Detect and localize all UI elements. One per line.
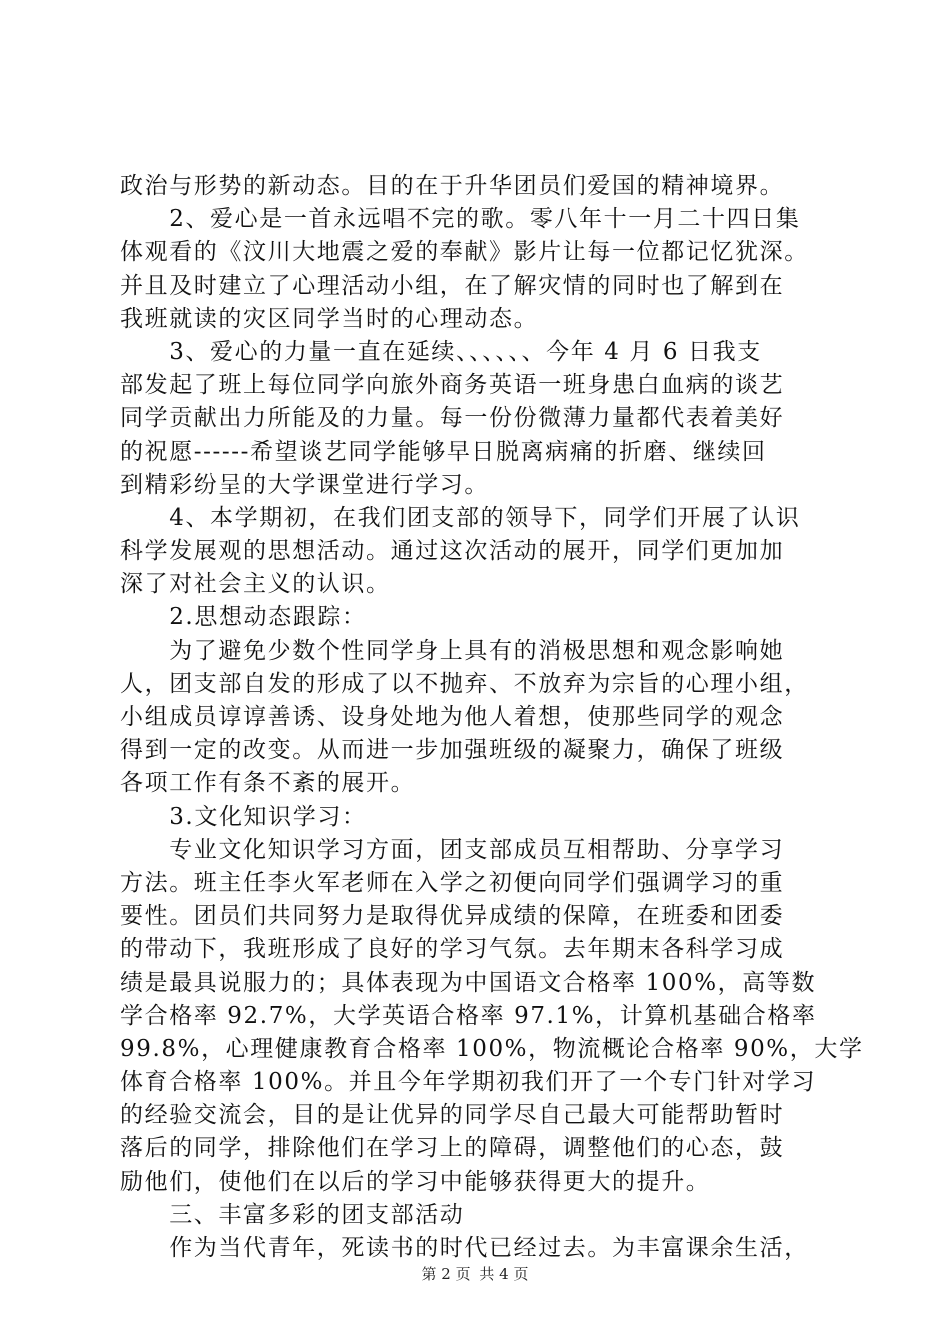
text-line: 人，团支部自发的形成了以不抛弃、不放弃为宗旨的心理小组， (120, 670, 809, 697)
text-line: 深了对社会主义的认识。 (120, 571, 391, 598)
text-line: 并且及时建立了心理活动小组，在了解灾情的同时也了解到在 (120, 272, 785, 299)
text-line: 的经验交流会，目的是让优异的同学尽自己最大可能帮助暂时 (120, 1102, 785, 1129)
text-line: 方法。班主任李火军老师在入学之初便向同学们强调学习的重 (120, 869, 785, 896)
text-line: 同学贡献出力所能及的力量。每一份份微薄力量都代表着美好 (120, 405, 785, 432)
text-line: 励他们，使他们在以后的学习中能够获得更大的提升。 (120, 1168, 711, 1195)
text-line: 部发起了班上每位同学向旅外商务英语一班身患白血病的谈艺 (120, 372, 785, 399)
text-line: 3、爱心的力量一直在延续、、、、、、今年 4 月 6 日我支 (120, 338, 762, 365)
text-line: 我班就读的灾区同学当时的心理动态。 (120, 305, 539, 332)
page-total: 共 4 页 (479, 1265, 529, 1283)
text-line: 的祝愿------希望谈艺同学能够早日脱离病痛的折磨、继续回 (120, 438, 767, 465)
page-number: 第 2 页 (421, 1265, 471, 1283)
text-line: 体观看的《汶川大地震之爱的奉献》影片让每一位都记忆犹深。 (120, 239, 809, 266)
text-line: 作为当代青年，死读书的时代已经过去。为丰富课余生活， (120, 1235, 809, 1261)
document-body (120, 170, 864, 1265)
text-line: 4、本学期初，在我们团支部的领导下，同学们开展了认识 (120, 504, 801, 531)
text-line: 体育合格率 100%。并且今年学期初我们开了一个专门针对学习 (120, 1069, 817, 1096)
text-line: 学合格率 92.7%，大学英语合格率 97.1%，计算机基础合格率 (120, 1002, 817, 1029)
text-line: 政治与形势的新动态。目的在于升华团员们爱国的精神境界。 (120, 173, 785, 199)
section-heading: 2.思想动态跟踪： (120, 604, 367, 631)
text-line: 要性。团员们共同努力是取得优异成绩的保障，在班委和团委 (120, 903, 785, 930)
text-line: 科学发展观的思想活动。通过这次活动的展开，同学们更加加 (120, 538, 785, 565)
text-line: 得到一定的改变。从而进一步加强班级的凝聚力，确保了班级 (120, 737, 785, 764)
section-heading: 三、丰富多彩的团支部活动 (120, 1201, 465, 1228)
text-line: 落后的同学，排除他们在学习上的障碍，调整他们的心态，鼓 (120, 1135, 785, 1162)
text-line: 专业文化知识学习方面，团支部成员互相帮助、分享学习 (120, 836, 785, 863)
text-line: 为了避免少数个性同学身上具有的消极思想和观念影响她 (120, 637, 785, 664)
text-line: 小组成员谆谆善诱、设身处地为他人着想，使那些同学的观念 (120, 704, 785, 730)
text-line: 2、爱心是一首永远唱不完的歌。零八年十一月二十四日集 (120, 206, 801, 233)
page-footer (0, 1264, 950, 1284)
text-line: 99.8%，心理健康教育合格率 100%，物流概论合格率 90%，大学 (120, 1035, 864, 1062)
text-line: 的带动下，我班形成了良好的学习气氛。去年期末各科学习成 (120, 936, 785, 963)
section-heading: 3.文化知识学习： (120, 803, 367, 830)
text-line: 绩是最具说服力的；具体表现为中国语文合格率 100%，高等数 (120, 969, 817, 996)
text-line: 各项工作有条不紊的展开。 (120, 770, 416, 797)
text-line: 到精彩纷呈的大学课堂进行学习。 (120, 471, 489, 498)
